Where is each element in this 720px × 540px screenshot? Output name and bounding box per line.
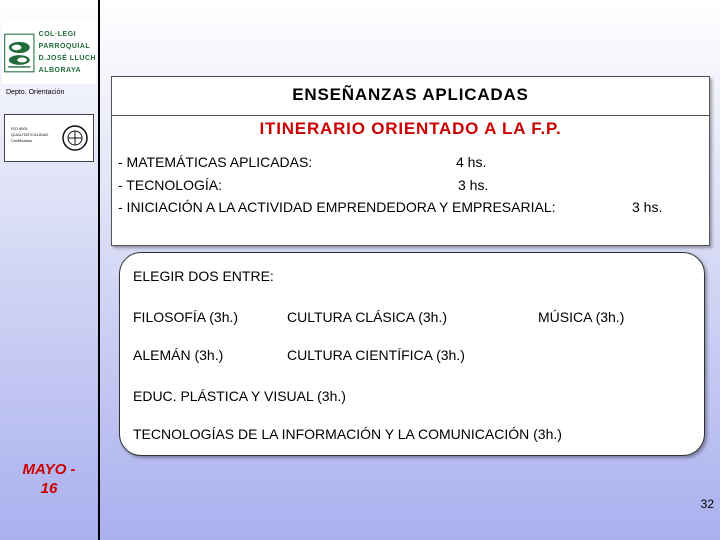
subjects-panel [111, 76, 710, 246]
elective-option: EDUC. PLÁSTICA Y VISUAL (3h.) [133, 388, 346, 404]
elective-heading: ELEGIR DOS ENTRE: [133, 268, 274, 284]
subject-hours: 3 hs. [632, 199, 663, 215]
logo-line: PARROQUIAL [38, 43, 91, 50]
elective-option: MÚSICA (3h.) [538, 309, 625, 325]
subject-name: - INICIACIÓN A LA ACTIVIDAD EMPRENDEDORA Y EMPRESARIAL: [118, 199, 556, 215]
elective-option: ALEMÁN (3h.) [133, 347, 224, 363]
fish-emblem-icon [4, 25, 35, 81]
certification-seal-icon [62, 119, 88, 157]
subject-hours: 4 hs. [456, 154, 487, 170]
divider [112, 115, 709, 116]
elective-option: TECNOLOGÍAS DE LA INFORMACIÓN Y LA COMUNICACIÓN (3h.) [133, 426, 562, 442]
subject-hours: 3 hs. [458, 177, 489, 193]
subject-name: - TECNOLOGÍA: [118, 177, 222, 193]
logo-line: D.JOSÉ LLUCH [38, 55, 96, 62]
logo-line: ALBORAYA [38, 67, 82, 74]
logo-line: COL·LEGI [38, 31, 77, 38]
certificate-text: ISO 9001 QUALITAT/CALIDAD Certificados [11, 126, 49, 143]
school-logo [2, 22, 96, 84]
quality-certificate [4, 114, 94, 162]
panel-title: ENSEÑANZAS APLICADAS [292, 85, 529, 104]
department-label: Depto. Orientación [6, 89, 65, 96]
elective-option: CULTURA CIENTÍFICA (3h.) [287, 347, 465, 363]
sidebar [0, 0, 100, 540]
elective-option: CULTURA CLÁSICA (3h.) [287, 309, 448, 325]
subject-name: - MATEMÁTICAS APLICADAS: [118, 154, 313, 170]
elective-option: FILOSOFÍA (3h.) [133, 309, 239, 325]
panel-subtitle: ITINERARIO ORIENTADO A LA F.P. [259, 119, 562, 138]
page-number: 32 [700, 497, 714, 511]
elective-panel [119, 252, 705, 456]
date-label: MAYO - 16 [22, 461, 76, 497]
